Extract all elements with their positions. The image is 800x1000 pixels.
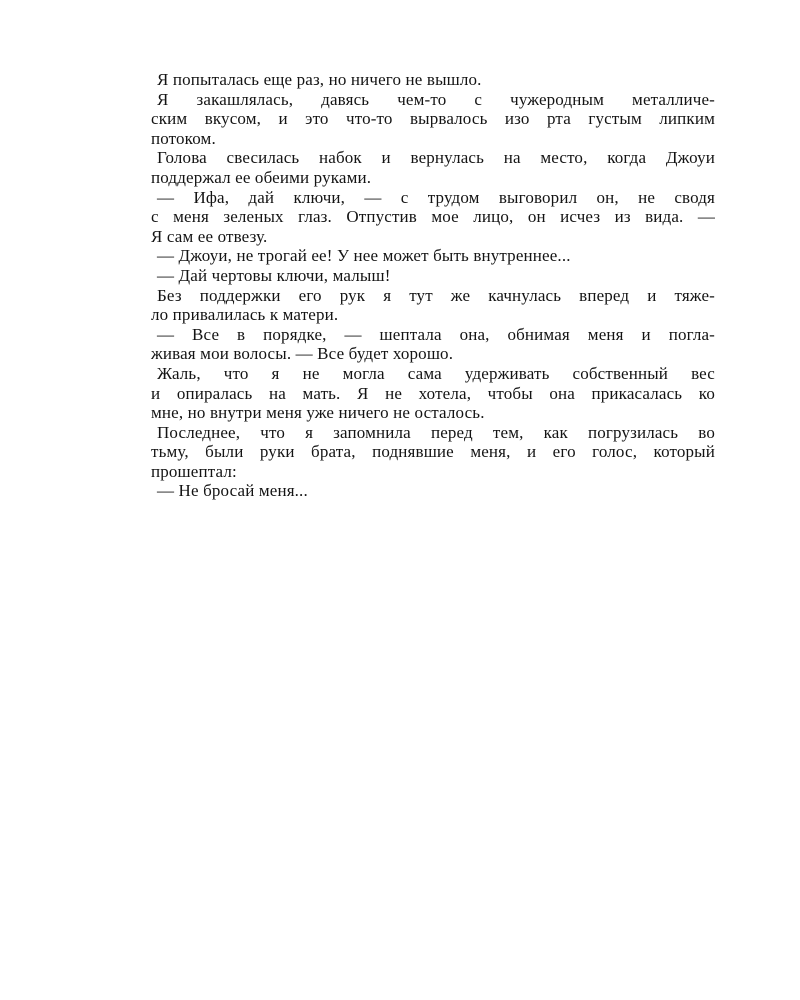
text-line: Голова свесилась набок и вернулась на место, когда Джоуи — [157, 148, 715, 168]
paragraph — [151, 188, 715, 247]
text-line: ским вкусом, и это что-то вырвалось изо рта густым липким — [151, 109, 715, 129]
body-text — [151, 70, 715, 501]
paragraph — [151, 286, 715, 325]
text-line: Без поддержки его рук я тут же качнулась вперед и тяже- — [157, 285, 715, 305]
text-line: прошептал: — [151, 461, 237, 481]
text-line: Я закашлялась, давясь чем-то с чужеродным металличе- — [157, 89, 715, 109]
text-line: — Все в порядке, — шептала она, обнимая меня и погла- — [157, 324, 715, 344]
text-line: потоком. — [151, 128, 216, 148]
text-line: Жаль, что я не могла сама удерживать собственный вес — [157, 363, 715, 383]
paragraph — [151, 266, 715, 286]
text-line: ло привалилась к матери. — [151, 305, 339, 325]
paragraph — [151, 246, 715, 266]
paragraph — [151, 364, 715, 423]
paragraph — [151, 148, 715, 187]
paragraph — [151, 481, 715, 501]
text-line: и опиралась на мать. Я не хотела, чтобы она прикасалась ко — [151, 383, 715, 403]
text-line: — Ифа, дай ключи, — с трудом выговорил он, не сводя — [157, 187, 715, 207]
text-line: Я попыталась еще раз, но ничего не вышло. — [157, 70, 482, 89]
paragraph — [151, 325, 715, 364]
text-line: Я сам ее отвезу. — [151, 226, 268, 246]
paragraph — [151, 90, 715, 149]
text-line: — Дай чертовы ключи, малыш! — [157, 265, 391, 285]
text-line: тьму, были руки брата, поднявшие меня, и его голос, который — [151, 442, 715, 462]
text-line: мне, но внутри меня уже ничего не осталось. — [151, 403, 485, 423]
text-line: живая мои волосы. — Все будет хорошо. — [151, 344, 454, 364]
text-line: — Не бросай меня... — [157, 481, 308, 501]
text-line: с меня зеленых глаз. Отпустив мое лицо, он исчез из вида. — — [151, 207, 715, 227]
text-line: поддержал ее обеими руками. — [151, 167, 372, 187]
paragraph — [151, 423, 715, 482]
text-line: — Джоуи, не трогай ее! У нее может быть внутреннее... — [157, 246, 571, 266]
text-line: Последнее, что я запомнила перед тем, как погрузилась во — [157, 422, 715, 442]
paragraph — [151, 70, 715, 90]
